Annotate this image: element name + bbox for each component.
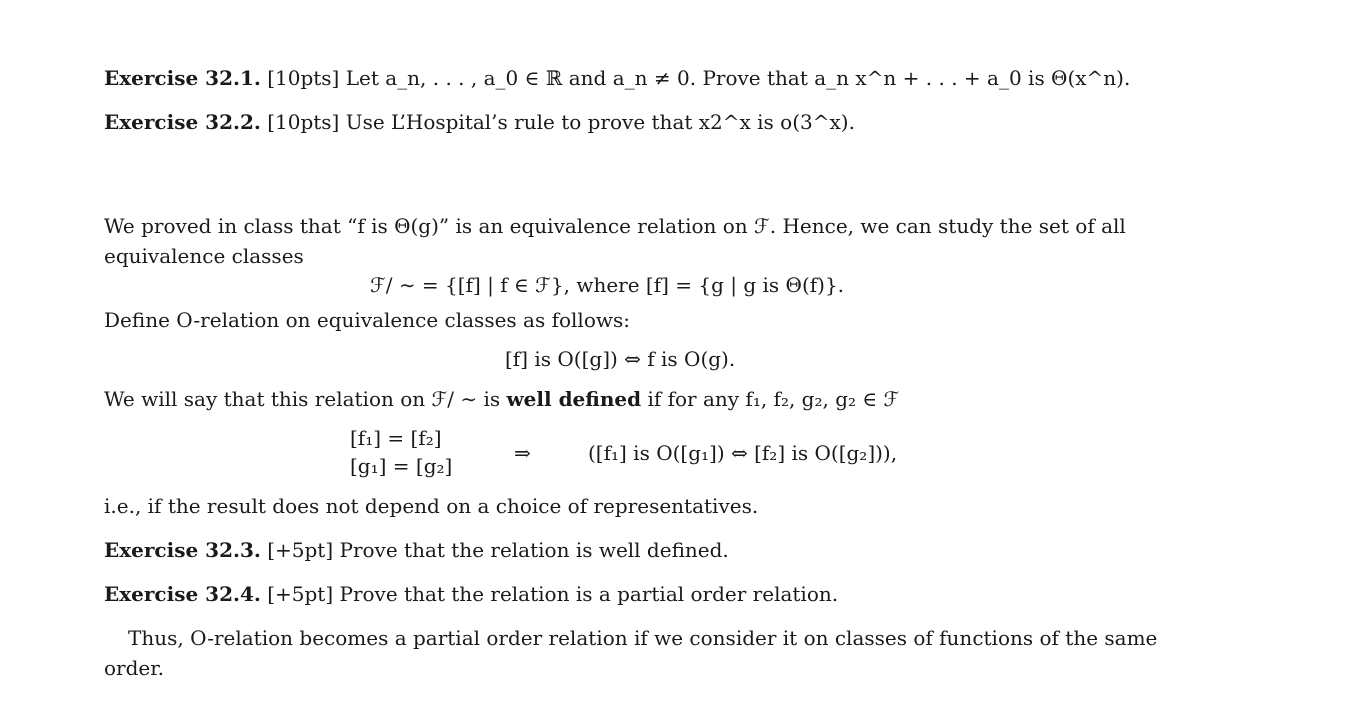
paragraph-representatives: i.e., if the result does not depend on a choice of representatives. [104, 494, 759, 518]
paragraph-equivalence [104, 211, 1214, 271]
exercise-32-1 [104, 63, 1214, 93]
equation-line: [f₁] = [f₂] [350, 426, 442, 450]
paragraph-define-o-relation: Define O-relation on equivalence classes as follows: [104, 308, 630, 332]
exercise-points: [+5pt] [267, 538, 334, 562]
exercise-label: Exercise 32.2. [104, 110, 261, 134]
exercise-text: Prove that the relation is well defined. [339, 538, 729, 562]
exercise-text: Let a_n, . . . , a_0 ∈ ℝ and a_n ≠ 0. Prove that a_n x^n + . . . + a_0 is Θ(x^n). [345, 66, 1131, 90]
equation-line: [g₁] = [g₂] [350, 454, 453, 478]
paragraph-line: equivalence classes [104, 244, 304, 268]
exercise-text: Prove that the relation is a partial order relation. [339, 582, 839, 606]
exercise-points: [10pts] [267, 66, 340, 90]
term-well-defined: well defined [506, 387, 642, 411]
exercise-label: Exercise 32.4. [104, 582, 261, 606]
equation-quotient-set: ℱ/ ∼ = {[f] | f ∈ ℱ}, where [f] = {g | g is Θ(f)}. [370, 273, 845, 297]
equation-o-relation: [f] is O([g]) ⇔ f is O(g). [505, 347, 736, 371]
exercise-label: Exercise 32.1. [104, 66, 261, 90]
implies-symbol: ⇒ [514, 441, 531, 465]
exercise-points: [+5pt] [267, 582, 334, 606]
equation-stack-right: ([f₁] is O([g₁]) ⇔ [f₂] is O([g₂])), [588, 441, 898, 465]
paragraph-conclusion [104, 623, 1214, 683]
exercise-32-3 [104, 535, 1214, 565]
paragraph-well-defined [104, 384, 1214, 414]
paragraph-text: We will say that this relation on ℱ/ ∼ is [104, 387, 501, 411]
paragraph-line: We proved in class that “f is Θ(g)” is an equivalence relation on ℱ. Hence, we can study the set of all [104, 214, 1126, 238]
paragraph-line: order. [104, 656, 164, 680]
exercise-text: Use L’Hospital’s rule to prove that x2^x is o(3^x). [345, 110, 855, 134]
paragraph-text: if for any f₁, f₂, g₂, g₂ ∈ ℱ [647, 387, 900, 411]
exercise-32-4 [104, 579, 1214, 609]
paragraph-line: Thus, O-relation becomes a partial order relation if we consider it on classes of functions of the same [128, 626, 1158, 650]
equation-stack-left [350, 424, 452, 480]
exercise-points: [10pts] [267, 110, 340, 134]
exercise-label: Exercise 32.3. [104, 538, 261, 562]
exercise-32-2 [104, 107, 1214, 137]
